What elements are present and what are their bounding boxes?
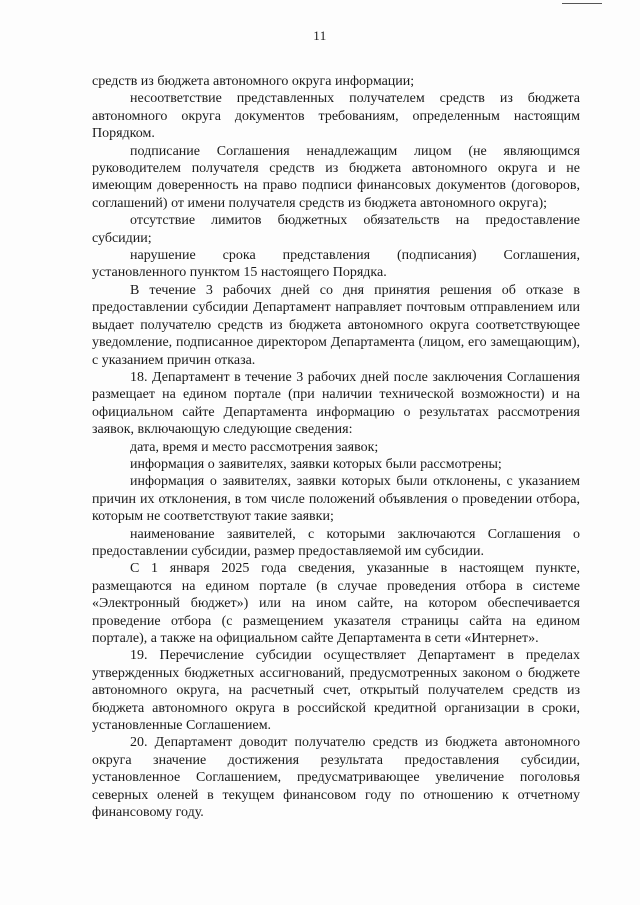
- paragraph-item-18: 18. Департамент в течение 3 рабочих дней после заключения Соглашения размещает на едином портале (при наличии технической возможности) и на официальном сайте Департамента информацию о результатах рассмотрения заявок, включающую следующие сведения:: [92, 369, 580, 438]
- paragraph-from-2025: С 1 января 2025 года сведения, указанные в настоящем пункте, размещаются на едином портале (в случае проведения отбора в системе «Электронный бюджет») или на ином сайте, на котором обеспечивается проведение отбора (с размещением указателя страницы сайта на едином портале), а также на официальном сайте Департамента в сети «Интернет».: [92, 561, 580, 646]
- paragraph-improper-signing: подписание Соглашения ненадлежащим лицом (не являющимся руководителем получателя средств из бюджета автономного округа и не имеющим доверенность на право подписи финансовых документов (договоров, соглашений) от имени получателя средств из бюджета автономного округа);: [92, 143, 580, 211]
- paragraph-deadline-breach: нарушение срока представления (подписания) Соглашения, установленного пунктом 15 настоящего Порядка.: [92, 248, 580, 281]
- paragraph-no-limits: отсутствие лимитов бюджетных обязательств на предоставление субсидии;: [92, 213, 580, 246]
- document-body: [92, 73, 580, 821]
- list-item-rejected-applicants: информация о заявителях, заявки которых были отклонены, с указанием причин их отклонения, в том числе положений объявления о проведении отбора, которым не соответствуют такие заявки;: [92, 474, 580, 525]
- page-number: 11: [313, 28, 327, 43]
- list-item-reviewed-applicants: информация о заявителях, заявки которых были рассмотрены;: [130, 456, 502, 472]
- list-item-agreement-recipients: наименование заявителей, с которыми заключаются Соглашения о предоставлении субсидии, размер предоставляемой им субсидии.: [92, 526, 580, 559]
- corner-mark: [562, 0, 602, 4]
- paragraph-item-19: 19. Перечисление субсидии осуществляет Департамент в пределах утвержденных бюджетных ассигнований, предусмотренных законом о бюджете автономного округа, на расчетный счет, открытый получателем средств из бюджета автономного округа в российской кредитной организации в сроки, установленные Соглашением.: [92, 648, 580, 734]
- paragraph-item-20: 20. Департамент доводит получателю средств из бюджета автономного округа значение достижения результата предоставления субсидии, установленное Соглашением, предусматривающее увеличение поголовья северных оленей в текущем финансовом году по отношению к отчетному финансовому году.: [92, 735, 580, 821]
- paragraph-nonconformity: несоответствие представленных получателем средств из бюджета автономного округа документов требованиям, определенным настоящим Порядком.: [92, 91, 580, 142]
- paragraph-continuation: средств из бюджета автономного округа информации;: [92, 74, 415, 89]
- list-item-date-place: дата, время и место рассмотрения заявок;: [130, 439, 379, 455]
- paragraph-refusal-notice: В течение 3 рабочих дней со дня принятия решения об отказе в предоставлении субсидии Департамент направляет почтовым отправлением или выдает получателю средств из бюджета автономного округа соответствующее уведомление, подписанное директором Департамента (лицом, его замещающим), с указанием причин отказа.: [92, 282, 580, 368]
